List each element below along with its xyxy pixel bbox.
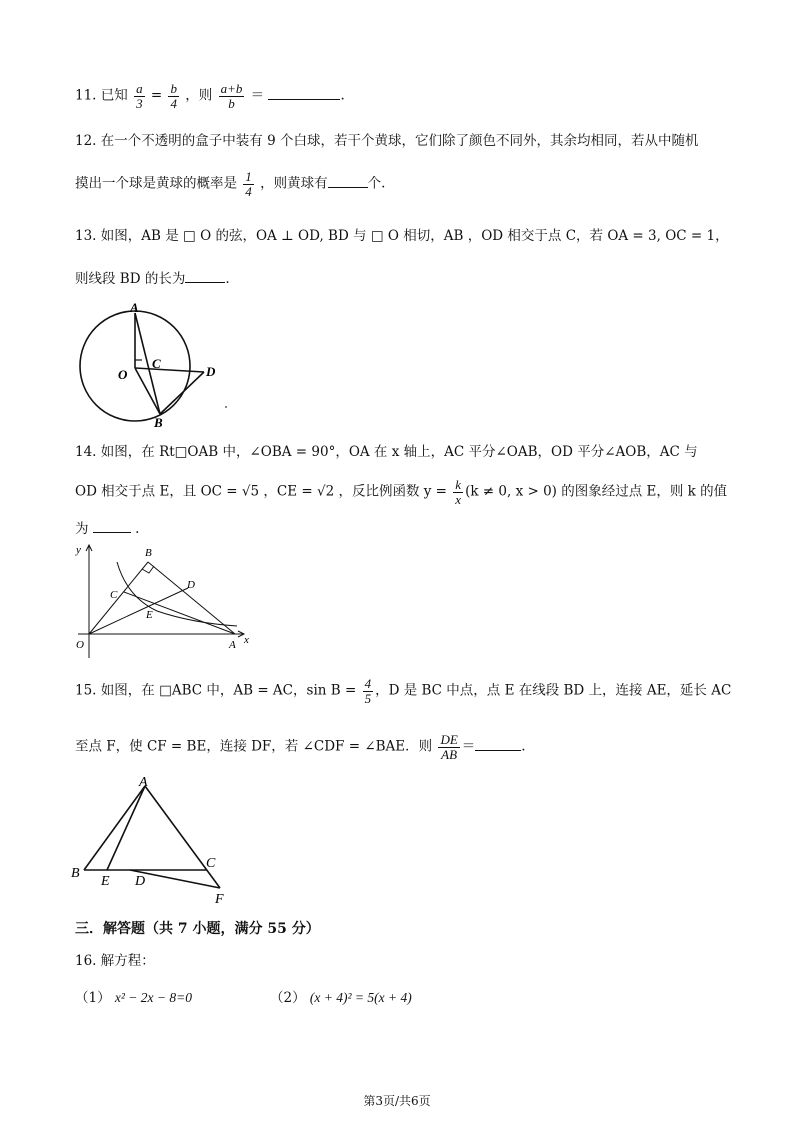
numerator: 1 xyxy=(245,169,252,184)
label-a: A xyxy=(130,300,139,315)
label-c: C xyxy=(110,589,118,601)
fraction-a-over-3 xyxy=(134,82,145,110)
segment-ae xyxy=(107,786,145,870)
question-text: . xyxy=(521,738,526,755)
label-c: C xyxy=(206,856,216,871)
figure-14-coordinate-diagram xyxy=(72,542,257,662)
question-text: . xyxy=(340,87,345,104)
question-11 xyxy=(75,82,345,110)
question-text: 如图，在 Rt□OAB 中，∠OBA = 90°，OA 在 x 轴上，AC 平分∠OAB，OD 平分∠AOB，AC 与 xyxy=(100,444,698,460)
answer-blank xyxy=(328,175,368,188)
denominator: 4 xyxy=(245,183,252,199)
question-14-line1 xyxy=(75,446,698,460)
numerator: b xyxy=(170,81,177,96)
axis-label-x: x xyxy=(244,634,249,646)
question-text: 则线段 BD 的长为 xyxy=(75,271,186,287)
question-text: . xyxy=(225,271,230,287)
numerator: a+b xyxy=(220,81,243,96)
numerator: a xyxy=(136,81,143,96)
answer-blank xyxy=(93,520,131,533)
label-o: O xyxy=(118,367,128,382)
question-text: ，则 xyxy=(185,87,213,104)
question-number: 12. xyxy=(75,133,97,149)
part-label: （2） xyxy=(270,990,306,1006)
figure-15-triangle-diagram xyxy=(68,774,238,906)
fraction-four-fifths xyxy=(363,677,374,705)
segment-ac xyxy=(124,592,235,634)
label-e: E xyxy=(101,874,110,889)
question-14-line2 xyxy=(75,478,727,506)
question-16 xyxy=(75,955,155,969)
question-text: OD 相交于点 E，且 OC = √5 ，CE = √2 ，反比例函数 y = xyxy=(75,483,447,500)
label-d: D xyxy=(206,364,216,379)
label-o: O xyxy=(76,639,84,651)
label-e: E xyxy=(146,609,153,621)
section-3-heading: 三．解答题（共 7 小题，满分 55 分） xyxy=(75,921,320,937)
question-text: . xyxy=(135,521,140,537)
question-text: 已知 xyxy=(100,87,128,104)
fraction-k-over-x xyxy=(453,478,463,506)
question-number: 13. xyxy=(75,228,97,244)
question-14-line3 xyxy=(75,520,139,537)
question-text: 摸出一个球是黄球的概率是 xyxy=(75,175,237,192)
question-text: 至点 F，使 CF = BE，连接 DF，若 ∠CDF = ∠BAE．则 xyxy=(75,738,433,755)
denominator: AB xyxy=(441,746,458,762)
numerator: DE xyxy=(440,732,458,747)
question-12-line2 xyxy=(75,170,385,198)
equation: x² − 2x − 8=0 xyxy=(114,990,193,1005)
question-number: 11. xyxy=(75,87,97,104)
equals-sign: ＝ xyxy=(461,738,476,755)
answer-blank xyxy=(185,270,225,283)
question-text: ，则黄球有 xyxy=(260,175,328,192)
question-16-part2 xyxy=(270,991,412,1006)
question-15-line2 xyxy=(75,733,526,761)
axis-label-y: y xyxy=(76,544,81,556)
label-b: B xyxy=(145,547,152,559)
question-13-line2 xyxy=(75,270,230,287)
question-13-line1 xyxy=(75,230,729,244)
hyperbola-curve xyxy=(117,562,237,626)
label-b: B xyxy=(71,866,80,881)
denominator: x xyxy=(455,491,462,507)
question-text: 个. xyxy=(367,175,386,192)
numerator: k xyxy=(455,477,462,492)
segment-ac-extended xyxy=(145,786,220,888)
label-f: F xyxy=(215,892,224,906)
question-text: 解方程： xyxy=(100,953,155,969)
segment-bd xyxy=(160,372,204,414)
answer-blank xyxy=(268,87,340,100)
question-text: (k ≠ 0, x > 0) 的图象经过点 E，则 k 的值 xyxy=(465,483,728,500)
segment-ob xyxy=(135,368,160,414)
fraction-b-over-4 xyxy=(168,82,179,110)
figure-13-circle-diagram xyxy=(72,300,242,435)
question-number: 16. xyxy=(75,953,97,969)
question-16-part1 xyxy=(75,991,192,1006)
denominator: 3 xyxy=(136,95,143,111)
stray-dot xyxy=(225,406,227,408)
segment-ab xyxy=(84,786,145,870)
equals-sign: = xyxy=(150,87,163,104)
question-text: 在一个不透明的盒子中装有 9 个白球，若干个黄球，它们除了颜色不同外，其余均相同，若从中随机 xyxy=(100,133,699,149)
label-a: A xyxy=(229,639,236,651)
numerator: 4 xyxy=(364,676,372,691)
segment-od xyxy=(135,368,204,372)
label-a: A xyxy=(139,775,148,790)
question-number: 14. xyxy=(75,444,97,460)
denominator: 4 xyxy=(170,95,177,111)
fraction-one-quarter xyxy=(243,170,254,198)
equation: (x + 4)² = 5(x + 4) xyxy=(309,990,412,1005)
segment-ba xyxy=(148,562,235,634)
label-b: B xyxy=(154,415,163,430)
question-number: 15. xyxy=(75,682,97,699)
denominator: 5 xyxy=(364,690,372,706)
label-d: D xyxy=(187,579,195,591)
question-15-line1 xyxy=(75,677,731,705)
question-12-line1 xyxy=(75,135,698,149)
question-text: 如图，AB 是 □ O 的弦，OA ⊥ OD, BD 与 □ O 相切，AB ，OD 相交于点 C，若 OA = 3, OC = 1， xyxy=(100,228,729,244)
answer-blank xyxy=(475,738,521,751)
denominator: b xyxy=(228,95,235,111)
part-label: （1） xyxy=(75,990,111,1006)
question-text: 如图，在 □ABC 中，AB = AC，sin B = xyxy=(100,682,357,699)
label-c: C xyxy=(152,356,161,371)
fraction-a-plus-b-over-b xyxy=(219,82,245,110)
label-d: D xyxy=(135,874,146,889)
equals-sign: ＝ xyxy=(250,87,265,104)
question-text: ，D 是 BC 中点，点 E 在线段 BD 上，连接 AE，延长 AC xyxy=(375,682,732,699)
question-text: 为 xyxy=(75,521,89,537)
fraction-de-over-ab xyxy=(438,733,459,761)
page-footer: 第3页/共6页 xyxy=(363,1094,431,1108)
